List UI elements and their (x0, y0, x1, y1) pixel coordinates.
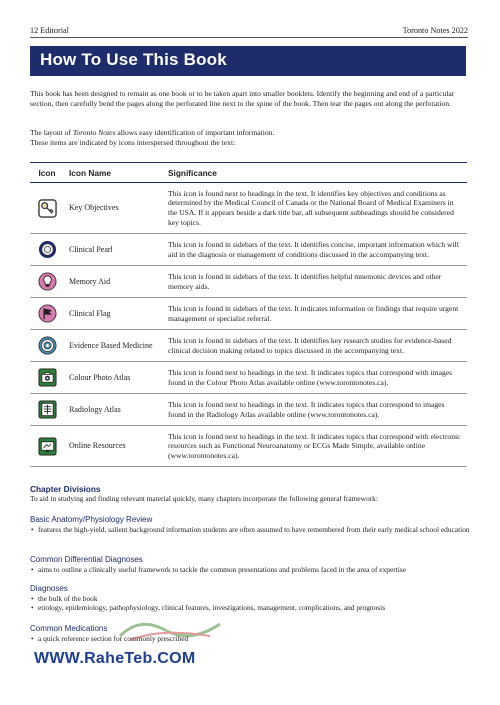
header-rule (30, 37, 468, 38)
icon-description: This icon is found next to headings in the text. It indicates topics that correspond with electronic resources such as Functional Neuroanatomy or ECGs Made Simple, available online (www.torontonotes.ca). (165, 426, 467, 467)
layout-text-c: These items are indicated by icons interspersed throughout the text: (30, 137, 236, 147)
table-row (30, 394, 467, 426)
icon-name: Colour Photo Atlas (64, 362, 165, 394)
list-item: • etiology, epidemiology, pathophysiology, clinical features, investigations, management, complications, and prognosis (30, 603, 470, 612)
icon-description: This icon is found next to headings in the text. It indicates topics that correspond to images found in the Radiology Atlas available online (www.torontonotes.ca). (165, 394, 467, 426)
book-name-italic: Toronto Notes (72, 128, 116, 137)
framework-section (30, 584, 470, 612)
layout-paragraph (30, 128, 470, 147)
framework-section (30, 515, 470, 534)
icon-name: Evidence Based Medicine (64, 330, 165, 362)
framework-section (30, 624, 470, 643)
section-title: Common Differential Diagnoses (30, 555, 143, 564)
icon-description: This icon is found next to headings in the text. It indicates topics that correspond with images found in the Colour Photo Atlas available online (www.torontonotes.ca). (165, 362, 467, 394)
watermark-logo (110, 610, 230, 646)
chapter-divisions-title: Chapter Divisions (30, 484, 101, 494)
icon-description: This icon is found in sidebars of the text. It indicates information or findings that require urgent management or specialist referral. (165, 298, 467, 330)
col-header-name: Icon Name (64, 163, 165, 183)
table-row (30, 330, 467, 362)
chapter-divisions (30, 484, 470, 503)
key-icon (38, 199, 57, 218)
layout-text-a: The layout of (30, 128, 73, 137)
list-item: • features the high-yield, salient background information students are often assumed to have remembered from their early medical school education (30, 525, 470, 534)
col-header-icon: Icon (30, 163, 64, 183)
icon-name: Online Resources (64, 426, 165, 467)
icon-description: This icon is found next to headings in the text. It identifies key objectives and conditions as determined by the Medical Council of Canada or the National Board of Medical Examiners in the USA. If it appears beside a dark title bar, all subsequent subheadings should be considered key topics. (165, 183, 467, 234)
title-banner (30, 46, 466, 76)
table-row (30, 362, 467, 394)
table-header-row (30, 163, 467, 183)
table-row (30, 234, 467, 266)
col-header-significance: Significance (165, 163, 467, 183)
icon-description: This icon is found in sidebars of the text. It identifies helpful mnemonic devices and other memory aids. (165, 266, 467, 298)
monitor-icon (38, 437, 57, 456)
section-title: Common Medications (30, 624, 108, 633)
list-item: • the bulk of the book (30, 594, 470, 603)
flag-icon (38, 304, 57, 323)
icons-table (30, 162, 467, 467)
icon-name: Memory Aid (64, 266, 165, 298)
pearl-icon (38, 240, 57, 259)
page-number-section: 12 Editorial (30, 26, 69, 35)
table-row (30, 298, 467, 330)
icon-name: Radiology Atlas (64, 394, 165, 426)
xray-icon (38, 400, 57, 419)
icon-name: Key Objectives (64, 183, 165, 234)
page-title: How To Use This Book (40, 50, 227, 69)
table-row (30, 426, 467, 467)
watermark-url: WWW.RaheTeb.COM (34, 650, 196, 667)
icon-description: This icon is found in sidebars of the text. It identifies key research studies for evidence-based clinical decision making related to topics discussed in the accompanying text. (165, 330, 467, 362)
icon-name: Clinical Flag (64, 298, 165, 330)
camera-icon (38, 368, 57, 387)
section-title: Diagnoses (30, 584, 68, 593)
framework-section (30, 555, 470, 574)
list-item: • a quick reference section for commonly prescribed (30, 634, 470, 643)
book-title: Toronto Notes 2022 (402, 26, 468, 35)
table-row (30, 266, 467, 298)
chapter-divisions-intro: To aid in studying and finding relevant material quickly, many chapters incorporate the following general framework: (30, 494, 378, 503)
layout-text-b: allows easy identification of important information. (115, 128, 275, 137)
section-title: Basic Anatomy/Physiology Review (30, 515, 153, 524)
target-icon (38, 336, 57, 355)
table-row (30, 183, 467, 234)
list-item: • aims to outline a clinically useful framework to tackle the common presentations and problems faced in the area of expertise (30, 565, 470, 574)
lightbulb-icon (38, 272, 57, 291)
icon-name: Clinical Pearl (64, 234, 165, 266)
intro-paragraph: This book has been designed to remain as one book or to be taken apart into smaller booklets. Identify the beginning and end of a particular section, then carefully bend the pages along the perforated line next to the spine of the book. Then tear the pages out along the perforation. (30, 89, 455, 108)
icon-description: This icon is found in sidebars of the text. It identifies concise, important information which will aid in the diagnosis or management of conditions discussed in the accompanying text. (165, 234, 467, 266)
